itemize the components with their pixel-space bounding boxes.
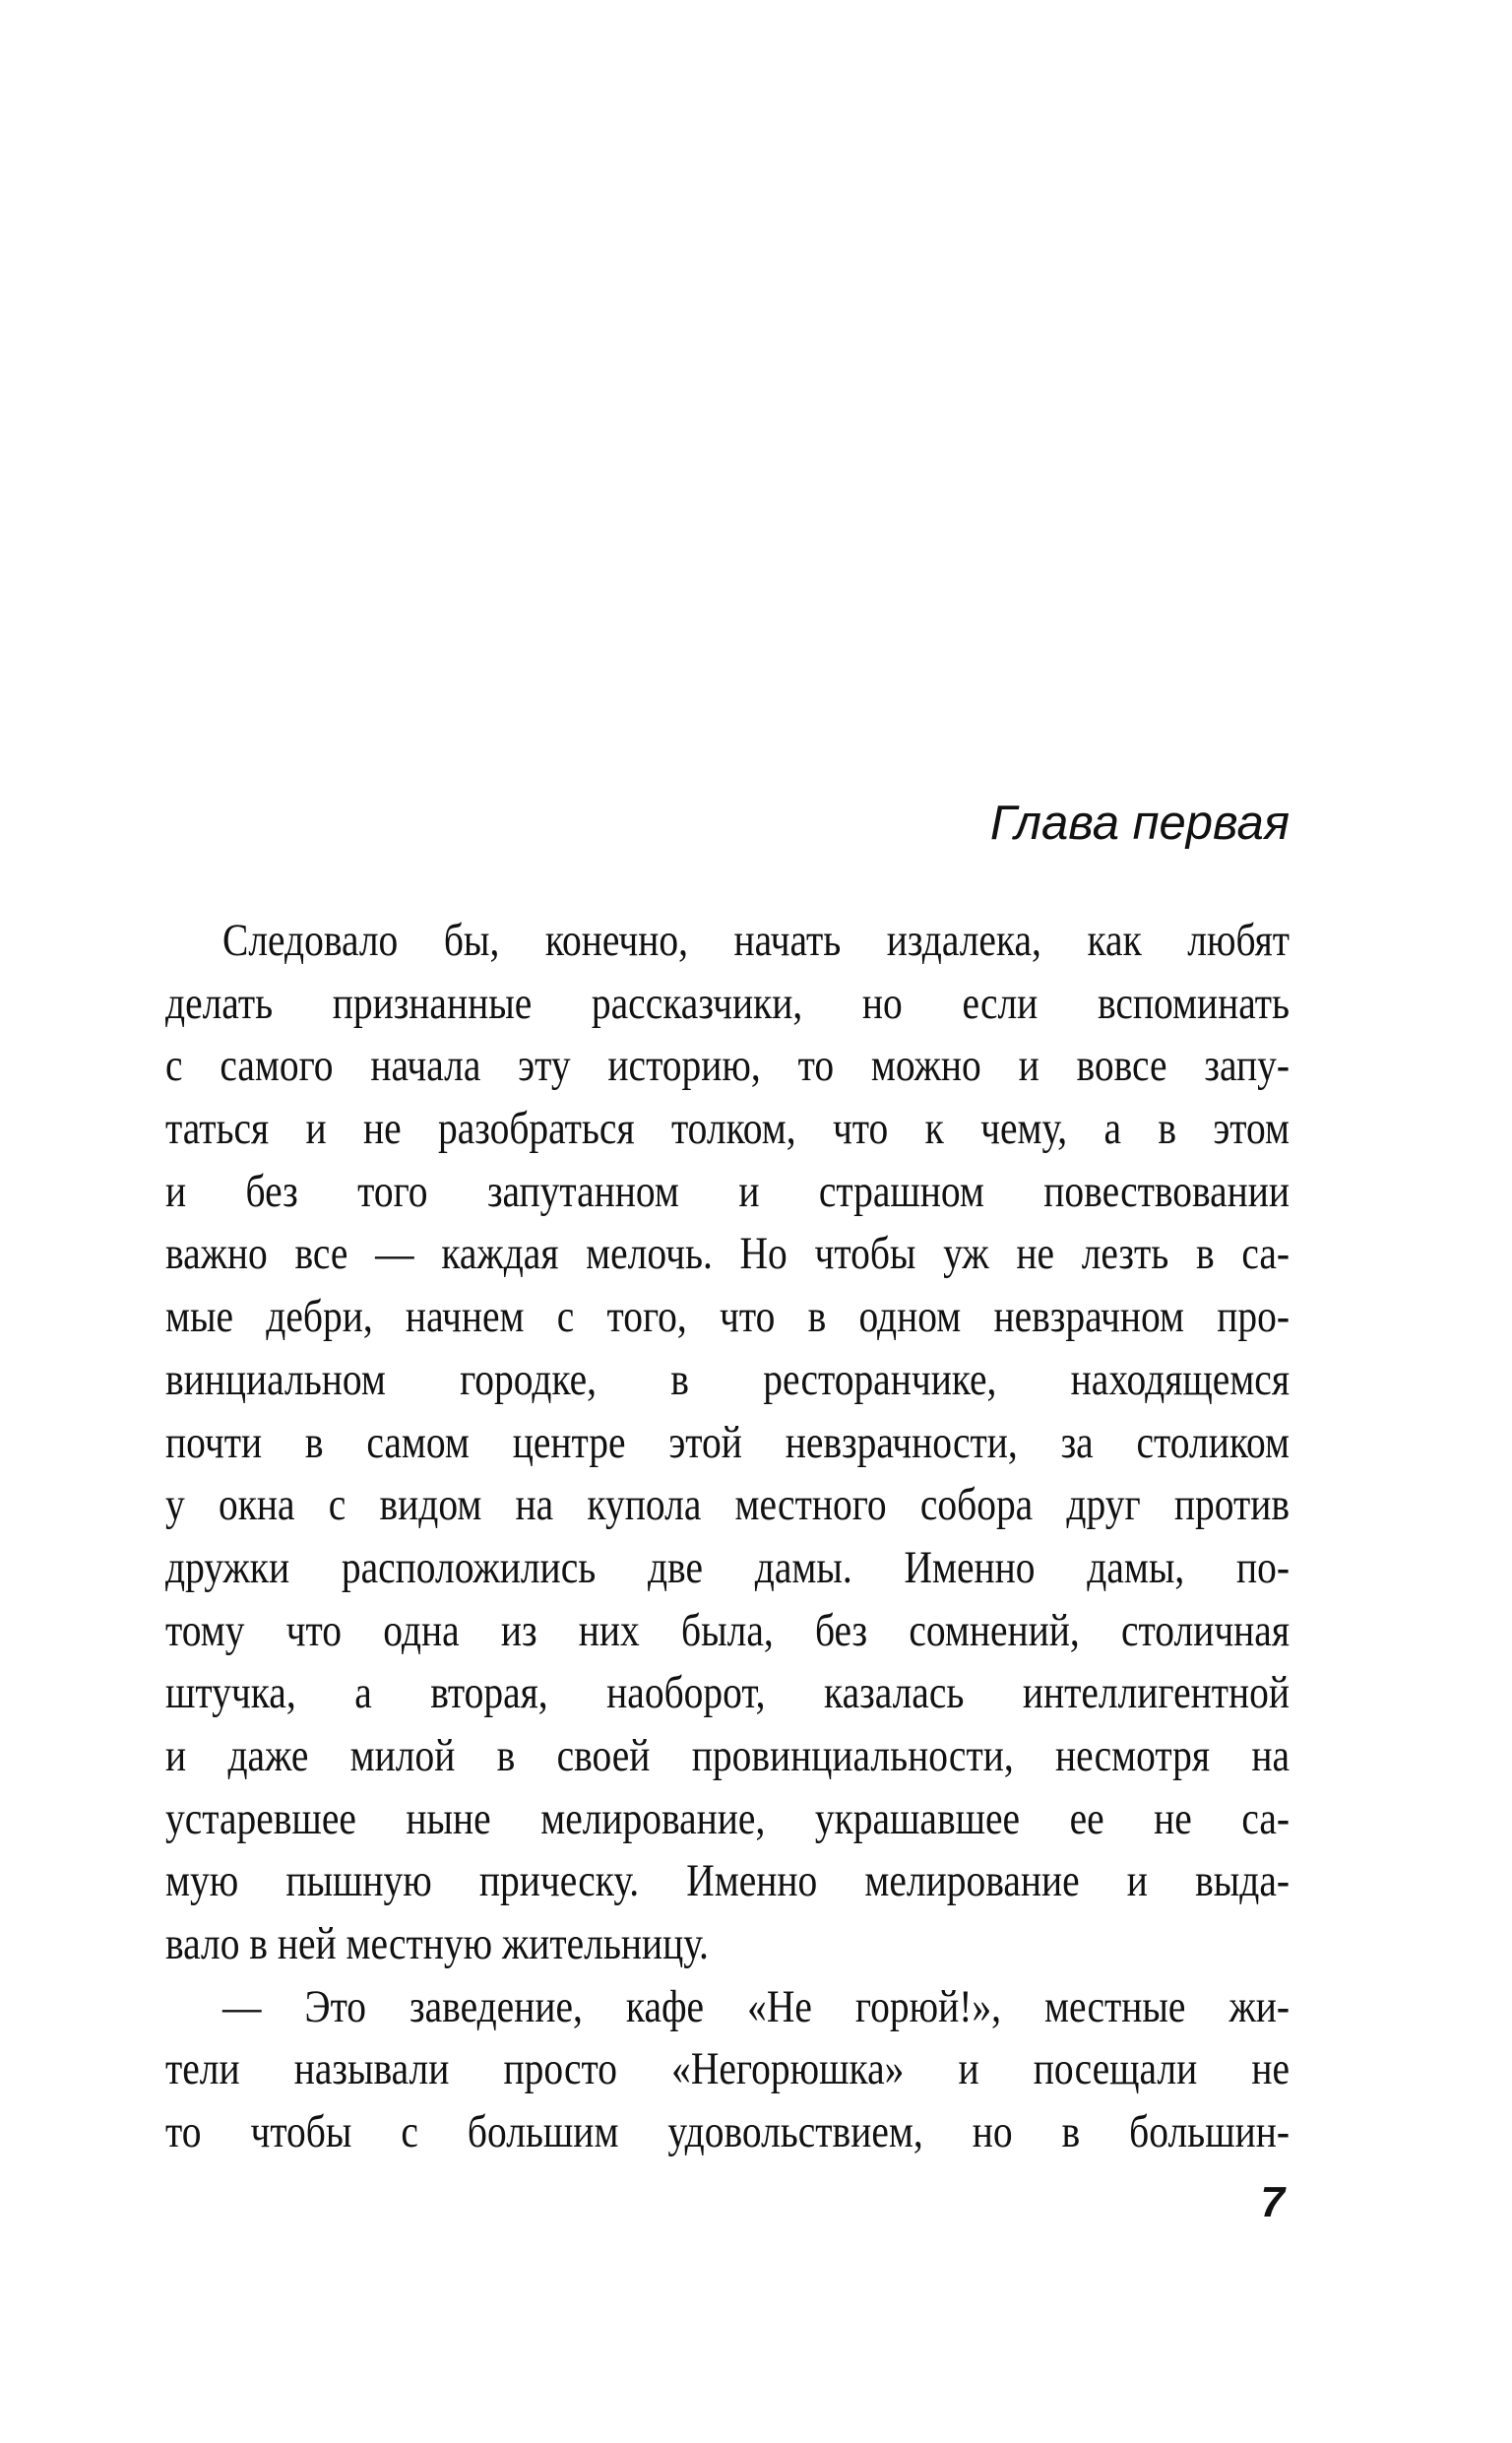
text-line: дружки расположились две дамы. Именно дамы, по- xyxy=(165,1541,1290,1593)
text-line: с самого начала эту историю, то можно и вовсе запу- xyxy=(165,1040,1290,1092)
text-line: мые дебри, начнем с того, что в одном невзрачном про- xyxy=(165,1291,1290,1343)
text-line: и без того запутанном и страшном повествовании xyxy=(165,1165,1290,1217)
text-line: штучка, а вторая, наоборот, казалась интеллигентной xyxy=(165,1667,1290,1719)
page-number: 7 xyxy=(1260,2178,1285,2226)
text-line: — Это заведение, кафе «Не горюй!», местные жи- xyxy=(222,1980,1290,2032)
text-line: вало в ней местную жительницу. xyxy=(165,1918,709,1969)
text-line: и даже милой в своей провинциальности, несмотря на xyxy=(165,1729,1290,1781)
text-line: важно все — каждая мелочь. Но чтобы уж не лезть в са- xyxy=(165,1228,1290,1280)
text-line: делать признанные рассказчики, но если вспоминать xyxy=(165,977,1290,1029)
text-line: мую пышную прическу. Именно мелирование и выда- xyxy=(165,1855,1290,1907)
text-line: таться и не разобраться толком, что к чему, а в этом xyxy=(165,1103,1290,1155)
body-text xyxy=(165,910,1290,2164)
text-line: тому что одна из них была, без сомнений, столичная xyxy=(165,1604,1290,1656)
text-line: тели называли просто «Негорюшка» и посещали не xyxy=(165,2043,1290,2095)
text-line: устаревшее ныне мелирование, украшавшее ее не са- xyxy=(165,1792,1290,1844)
text-line: то чтобы с большим удовольствием, но в большин- xyxy=(165,2106,1290,2158)
text-line: почти в самом центре этой невзрачности, за столиком xyxy=(165,1416,1290,1468)
text-line: у окна с видом на купола местного собора друг против xyxy=(165,1479,1290,1531)
text-line: Следовало бы, конечно, начать издалека, как любят xyxy=(222,915,1290,966)
text-line: винциальном городке, в ресторанчике, находящемся xyxy=(165,1353,1290,1405)
chapter-title: Глава первая xyxy=(989,797,1290,850)
